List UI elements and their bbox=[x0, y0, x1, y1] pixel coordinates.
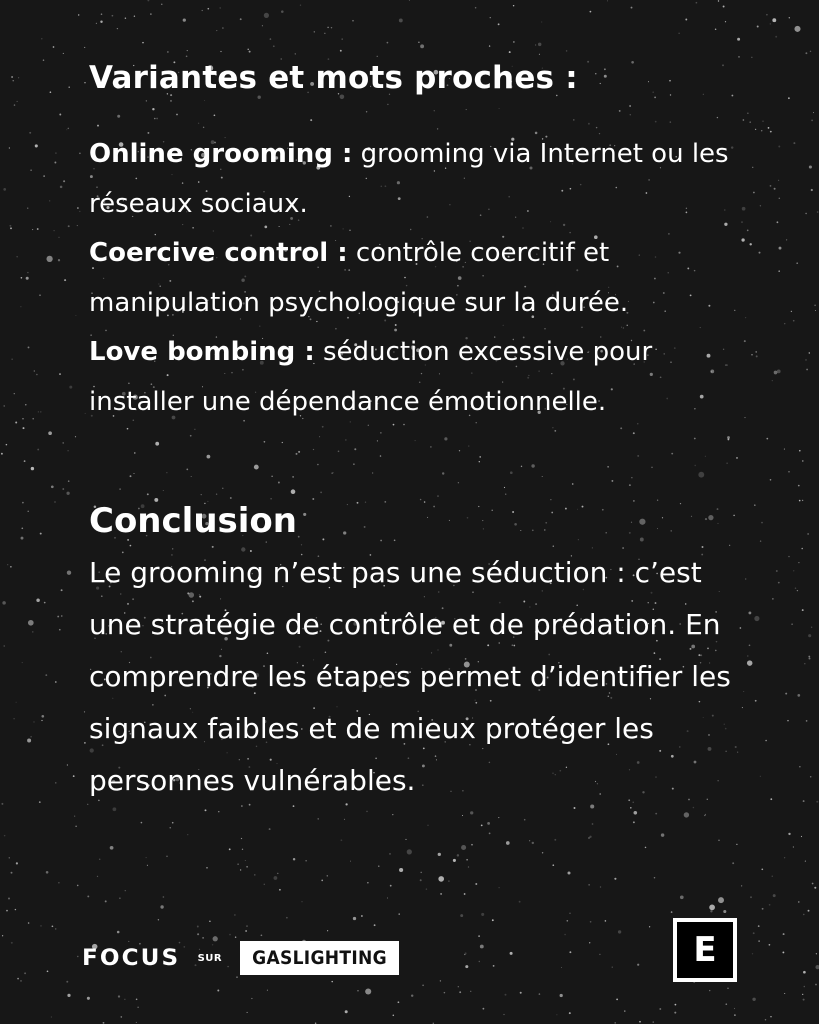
logo-letter: E bbox=[693, 930, 717, 970]
main-content bbox=[89, 52, 749, 807]
sur-label: SUR bbox=[197, 952, 223, 964]
variant-description: contrôle coercitif et manipulation psychologique sur la durée. bbox=[89, 238, 629, 318]
conclusion-text: Le grooming n’est pas une séduction : c’est une stratégie de contrôle et de prédation. En comprendre les étapes permet d’identifier les signaux faibles et de mieux protéger les personnes vulnérables. bbox=[89, 556, 731, 797]
variants-list bbox=[89, 130, 749, 427]
variant-description: séduction excessive pour installer une dépendance émotionnelle. bbox=[89, 337, 653, 417]
conclusion-title: Conclusion bbox=[89, 501, 297, 541]
focus-label: FOCUS bbox=[82, 945, 181, 971]
variant-term: Love bombing : bbox=[89, 337, 315, 367]
brand-logo bbox=[673, 918, 737, 982]
variant-term: Online grooming : bbox=[89, 139, 353, 169]
topic-tag: GASLIGHTING bbox=[240, 941, 399, 975]
variant-term: Coercive control : bbox=[89, 238, 348, 268]
section-title: Variantes et mots proches : bbox=[89, 60, 578, 96]
variant-item bbox=[89, 130, 749, 229]
variant-item bbox=[89, 229, 749, 328]
footer-branding bbox=[82, 940, 399, 976]
variant-description: grooming via Internet ou les réseaux sociaux. bbox=[89, 139, 729, 219]
variant-item bbox=[89, 328, 749, 427]
